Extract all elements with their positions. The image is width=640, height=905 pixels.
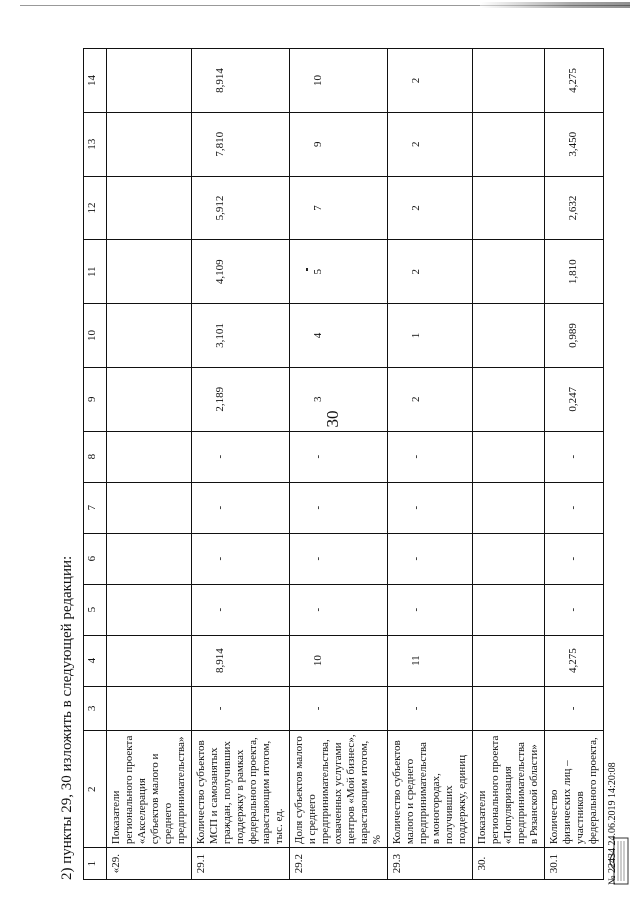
indicator-value: - [388,482,473,533]
table-row [107,49,192,880]
page-number: 30 [323,410,342,428]
indicator-value [107,431,192,482]
indicator-value: - [290,431,388,482]
table-row [290,49,388,880]
indicator-description: Количество субъектов МСП и самозанятых граждан, получивших поддержку в рамках федерального проекта, нарастающим итогом, тыс. ед. [192,731,290,848]
indicator-value: 2 [388,240,473,304]
indicator-value: - [290,482,388,533]
indicator-value: 2,189 [192,367,290,431]
indicator-value: - [545,431,604,482]
indicator-value [107,304,192,368]
row-number: 29.2 [290,848,388,880]
indicator-value [107,635,192,686]
indicator-description: Количество физических лиц – участников федерального проекта, [545,731,604,848]
indicator-value [107,482,192,533]
indicator-value: - [192,431,290,482]
column-header: 5 [84,584,107,635]
row-number: 30. [473,848,545,880]
registration-stamp: № 22434 24.06.2019 14:20:08 [607,762,618,885]
column-header: 1 [84,848,107,880]
indicator-value: 5,912 [192,176,290,240]
column-header: 9 [84,367,107,431]
indicator-value: 2 [388,49,473,113]
indicator-value [107,112,192,176]
column-header: 13 [84,112,107,176]
indicator-value: 0,247 [545,367,604,431]
indicator-value: 8,914 [192,635,290,686]
indicator-value: 8,914 [192,49,290,113]
column-header: 2 [84,731,107,848]
column-header: 8 [84,431,107,482]
indicator-value [107,240,192,304]
indicators-table-wrapper [83,48,599,880]
indicator-value [473,112,545,176]
indicator-value: - [545,533,604,584]
column-header: 10 [84,304,107,368]
table-row [473,49,545,880]
indicator-value: - [545,686,604,731]
indicator-value: 3,101 [192,304,290,368]
indicator-description: Количество субъектов малого и среднего предпринимательства в моногородах, получивших поддержку, единиц [388,731,473,848]
scan-smudge [480,2,630,8]
indicator-value: - [545,482,604,533]
indicator-value: 2 [388,112,473,176]
indicator-value: - [388,584,473,635]
table-row [388,49,473,880]
indicator-value: 7,810 [192,112,290,176]
column-header: 4 [84,635,107,686]
indicator-value: 10 [290,49,388,113]
row-number: 30.1 [545,848,604,880]
indicator-value [473,176,545,240]
indicator-value [473,686,545,731]
row-number: 29.3 [388,848,473,880]
column-header: 6 [84,533,107,584]
indicator-value: 4,275 [545,49,604,113]
indicator-value: 1 [388,304,473,368]
indicator-value: - [388,431,473,482]
indicator-value: 3 [290,367,388,431]
indicator-description: Показатели регионального проекта «Популяризация предпринимательства в Рязанской области» [473,731,545,848]
indicator-value: - [388,686,473,731]
indicator-value: 10 [290,635,388,686]
indicator-value: 5 [290,240,388,304]
indicator-value: 9 [290,112,388,176]
indicator-value [473,367,545,431]
indicator-value [473,635,545,686]
indicator-value: - [192,584,290,635]
indicator-value [473,533,545,584]
amendment-heading: 2) пункты 29, 30 изложить в следующей редакции: [59,555,75,880]
row-number: 29.1 [192,848,290,880]
table-header-row [84,49,107,880]
indicator-value [473,584,545,635]
indicator-value [107,533,192,584]
indicator-value: 2,632 [545,176,604,240]
indicator-value [473,482,545,533]
column-header: 11 [84,240,107,304]
indicator-value [473,49,545,113]
indicator-value: - [290,584,388,635]
indicators-table [83,48,604,880]
indicator-value [107,176,192,240]
indicator-value: 1,810 [545,240,604,304]
column-header: 7 [84,482,107,533]
indicator-value: 2 [388,176,473,240]
indicator-description: Доля субъектов малого и среднего предпринимательства, охваченных услугами центров «Мой бизнес», нарастающим итогом, % [290,731,388,848]
indicator-value: - [290,533,388,584]
indicator-value [107,367,192,431]
indicator-value: - [192,482,290,533]
table-row [192,49,290,880]
indicator-value [473,304,545,368]
indicator-value: 11 [388,635,473,686]
column-header: 12 [84,176,107,240]
row-number: «29. [107,848,192,880]
indicator-value: 3,450 [545,112,604,176]
indicator-value: - [545,584,604,635]
indicator-value: 4,275 [545,635,604,686]
indicator-value: 7 [290,176,388,240]
indicator-value: 2 [388,367,473,431]
indicator-value: - [192,686,290,731]
indicator-value [107,584,192,635]
indicator-value: 4 [290,304,388,368]
indicator-value [107,686,192,731]
indicator-value [107,49,192,113]
indicator-value: 0,989 [545,304,604,368]
indicator-value: - [388,533,473,584]
indicator-description: Показатели регионального проекта «Акселерация субъектов малого и среднего предпринимательства» [107,731,192,848]
column-header: 14 [84,49,107,113]
table-row [545,49,604,880]
column-header: 3 [84,686,107,731]
indicator-value: - [290,686,388,731]
indicator-value [473,431,545,482]
indicator-value: - [192,533,290,584]
indicator-value [473,240,545,304]
indicator-value: 4,109 [192,240,290,304]
